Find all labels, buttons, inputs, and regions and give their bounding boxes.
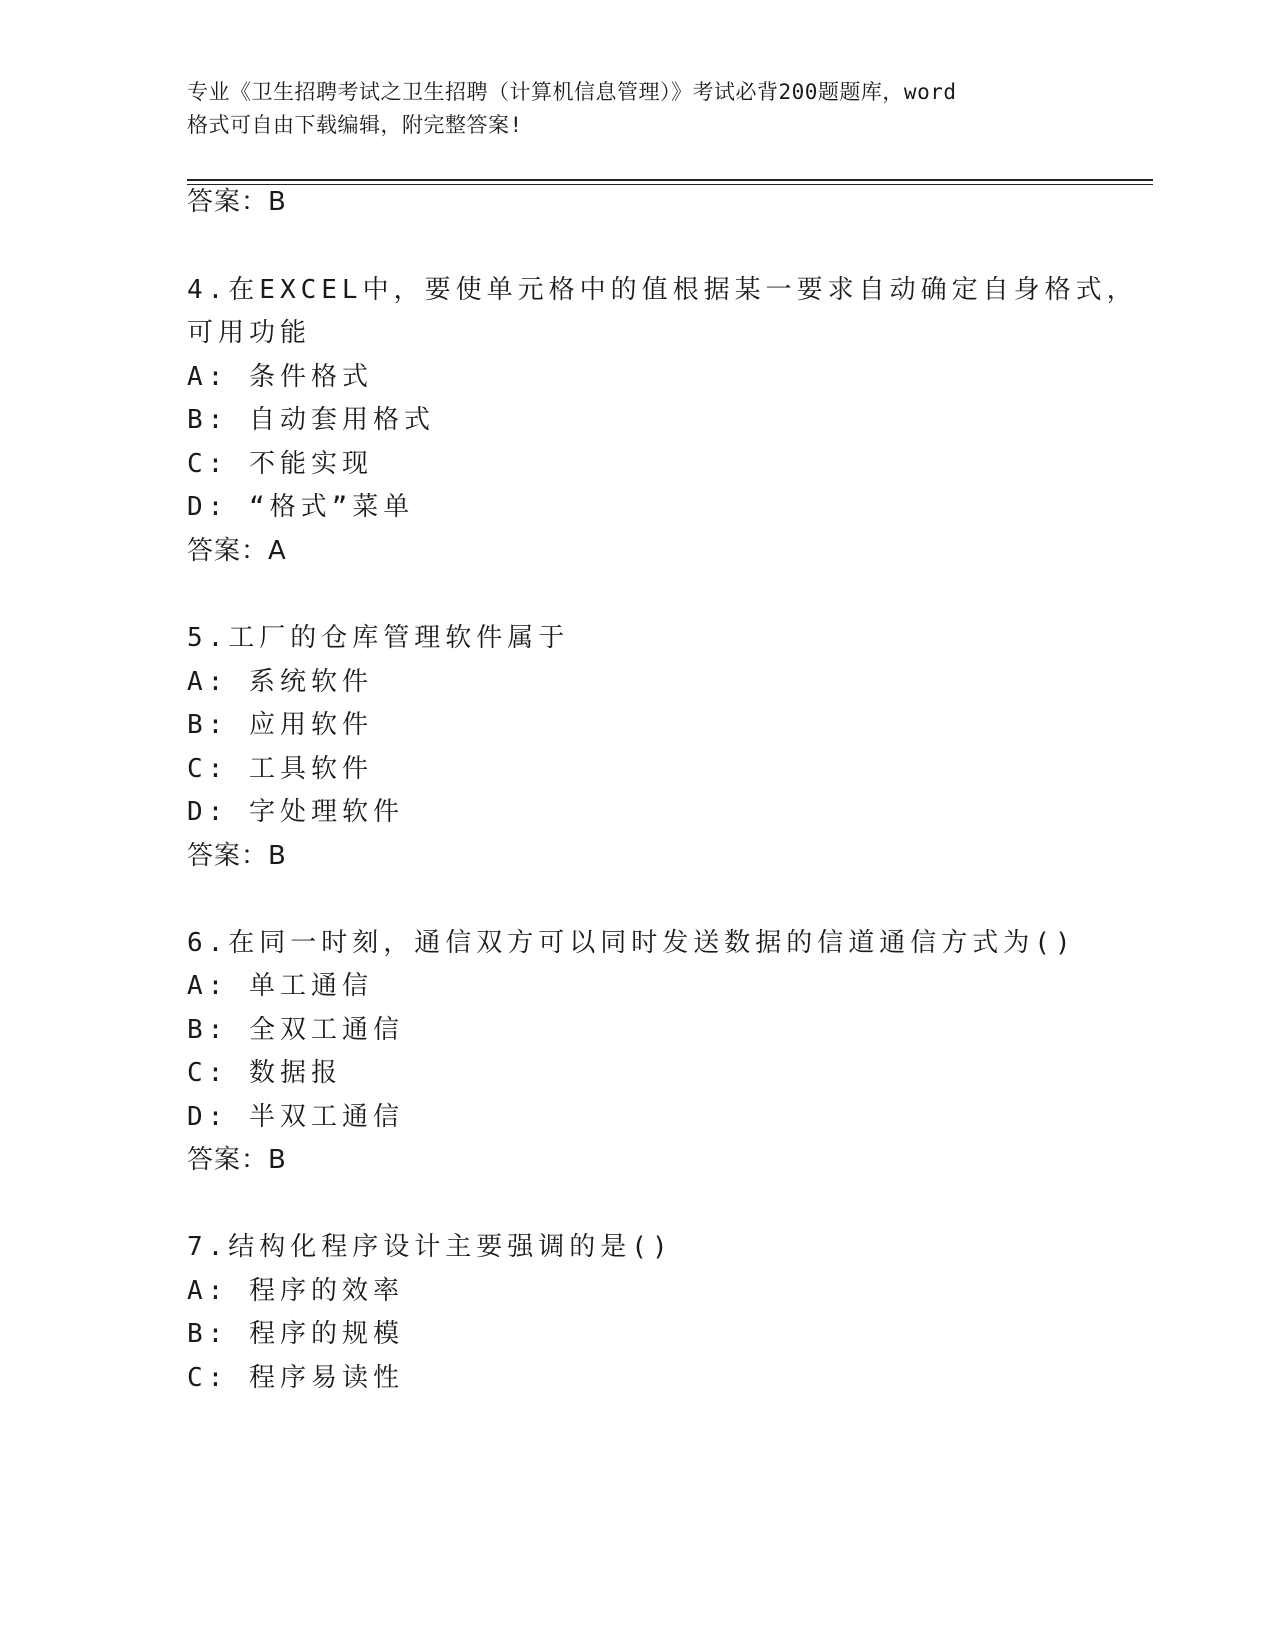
question-6-answer: 答案：B xyxy=(187,1145,287,1175)
question-4-answer: 答案：A xyxy=(187,536,287,566)
document-header xyxy=(187,76,1087,142)
question-7-text: 7.结构化程序设计主要强调的是() xyxy=(187,1232,673,1262)
header-line-1: 专业《卫生招聘考试之卫生招聘（计算机信息管理）》考试必背200题题库，word xyxy=(187,80,957,104)
question-6-option-a: A: 单工通信 xyxy=(187,971,373,1001)
question-7-option-c: C: 程序易读性 xyxy=(187,1363,404,1393)
question-6-text: 6.在同一时刻，通信双方可以同时发送数据的信道通信方式为() xyxy=(187,928,1076,958)
question-7-option-b: B: 程序的规模 xyxy=(187,1319,404,1349)
question-5-option-a: A: 系统软件 xyxy=(187,667,373,697)
question-5-option-d: D: 字处理软件 xyxy=(187,797,404,827)
question-5-option-b: B: 应用软件 xyxy=(187,710,373,740)
question-5-text: 5.工厂的仓库管理软件属于 xyxy=(187,623,570,653)
question-4-option-c: C: 不能实现 xyxy=(187,449,373,479)
question-4-text-1: 4.在EXCEL中，要使单元格中的值根据某一要求自动确定自身格式， xyxy=(187,275,1138,305)
question-4-option-d: D: “格式”菜单 xyxy=(187,492,415,522)
question-6-option-b: B: 全双工通信 xyxy=(187,1015,404,1045)
question-4-option-b: B: 自动套用格式 xyxy=(187,405,435,435)
question-7-option-a: A: 程序的效率 xyxy=(187,1276,404,1306)
question-6-option-c: C: 数据报 xyxy=(187,1058,342,1088)
answer-previous: 答案：B xyxy=(187,187,287,217)
question-5-option-c: C: 工具软件 xyxy=(187,754,373,784)
header-line-2: 格式可自由下载编辑，附完整答案! xyxy=(187,113,523,137)
question-5-answer: 答案：B xyxy=(187,841,287,871)
header-divider-thin xyxy=(187,184,1153,185)
question-6-option-d: D: 半双工通信 xyxy=(187,1102,404,1132)
question-4-option-a: A: 条件格式 xyxy=(187,362,373,392)
question-4-text-2: 可用功能 xyxy=(187,318,312,348)
header-divider-thick xyxy=(187,179,1153,181)
